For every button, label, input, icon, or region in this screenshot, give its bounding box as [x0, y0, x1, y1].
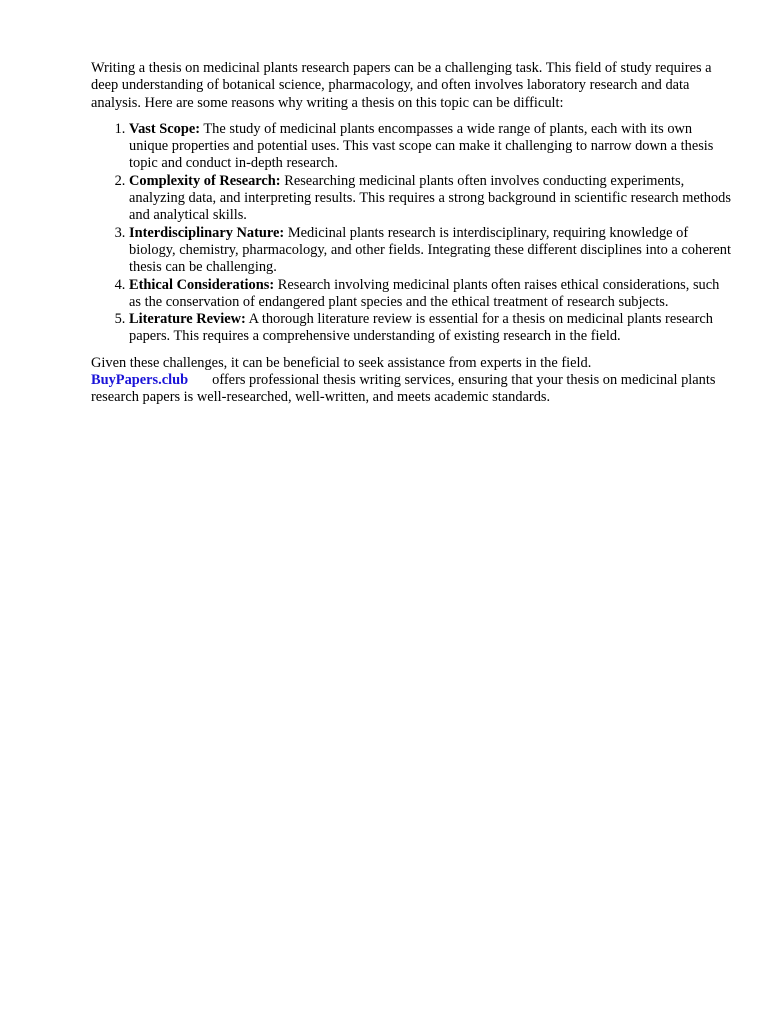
closing-line-1: Given these challenges, it can be beneficial to seek assistance from experts in the field. — [91, 354, 592, 371]
list-item — [129, 311, 731, 346]
list-item — [129, 173, 731, 225]
list-item — [129, 277, 731, 312]
reason-text: Medicinal plants research is interdisciplinary, requiring knowledge of biology, chemistry, pharmacology, and other fields. Integrating these different disciplines into a coherent thesis can be challenging. — [129, 224, 731, 276]
reasons-list — [91, 121, 731, 346]
buypapers-link[interactable]: BuyPapers.club — [91, 372, 189, 389]
list-item — [129, 225, 731, 277]
reason-term: Vast Scope: — [129, 120, 201, 137]
intro-paragraph: Writing a thesis on medicinal plants research papers can be a challenging task. This field of study requires a deep understanding of botanical science, pharmacology, and often involves laboratory research and data analysis. Here are some reasons why writing a thesis on this topic can be difficult: — [91, 60, 712, 111]
reason-text: Researching medicinal plants often involves conducting experiments, analyzing data, and interpreting results. This requires a strong background in scientific research methods and analytical skills. — [129, 172, 731, 224]
closing-paragraph — [91, 355, 731, 407]
reason-text: A thorough literature review is essential for a thesis on medicinal plants research papers. This requires a comprehensive understanding of existing research in the field. — [129, 311, 713, 345]
reason-term: Interdisciplinary Nature: — [129, 224, 285, 241]
reason-text: The study of medicinal plants encompasses a wide range of plants, each with its own unique properties and potential uses. This vast scope can make it challenging to narrow down a thesis topic and conduct in-depth research. — [129, 120, 714, 172]
closing-line-2: offers professional thesis writing services, ensuring that your thesis on medicinal plants research papers is well-researched, well-written, and meets academic standards. — [91, 372, 716, 406]
document-body — [91, 60, 731, 407]
list-item — [129, 121, 731, 173]
reason-term: Literature Review: — [129, 311, 246, 328]
reason-term: Complexity of Research: — [129, 172, 281, 189]
reason-term: Ethical Considerations: — [129, 276, 275, 293]
reason-text: Research involving medicinal plants often raises ethical considerations, such as the conservation of endangered plant species and the ethical treatment of research subjects. — [129, 276, 720, 310]
